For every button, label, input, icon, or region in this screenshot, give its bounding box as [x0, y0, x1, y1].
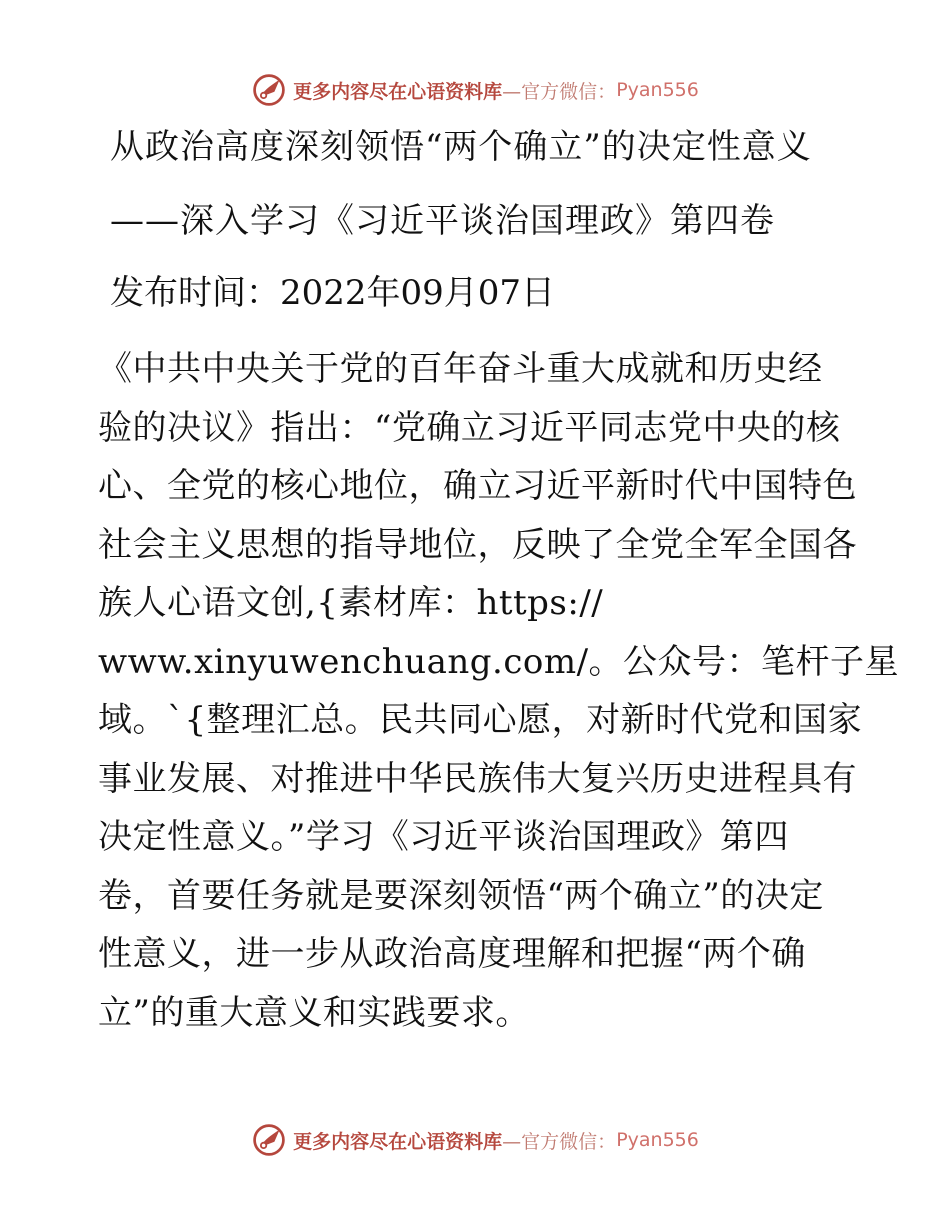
document-subtitle: ——深入学习《习近平谈治国理政》第四卷	[110, 201, 775, 241]
brand-logo-icon	[251, 1122, 287, 1158]
paragraph-line: 卷，首要任务就是要深刻领悟“两个确立”的决定	[98, 875, 824, 916]
watermark-main-text: 更多内容尽在心语资料库	[293, 1130, 503, 1153]
watermark-wechat-id: Pyan556	[616, 1129, 699, 1151]
watermark-main-text: 更多内容尽在心语资料库	[293, 80, 503, 103]
paragraph-line: 性意义，进一步从政治高度理解和把握“两个确	[98, 934, 806, 974]
footer-watermark	[0, 1120, 950, 1160]
paragraph-line: www.xinyuwenchuang.com/。公众号：笔杆子星	[98, 641, 900, 682]
header-watermark	[0, 70, 950, 110]
paragraph-line: 立”的重大意义和实践要求。	[98, 992, 530, 1033]
watermark-wechat-label: —官方微信：	[502, 1130, 617, 1153]
paragraph-line: 事业发展、对推进中华民族伟大复兴历史进程具有	[98, 758, 857, 799]
paragraph-line: 决定性意义。”学习《习近平谈治国理政》第四	[98, 817, 789, 857]
publish-date: 发布时间：2022年09月07日	[110, 273, 556, 313]
paragraph-line: 《中共中央关于党的百年奋斗重大成就和历史经	[98, 349, 823, 389]
paragraph-line: 域。`{整理汇总。民共同心愿，对新时代党和国家	[98, 700, 863, 740]
document-title: 从政治高度深刻领悟“两个确立”的决定性意义	[110, 127, 812, 167]
watermark-wechat-label: —官方微信：	[502, 80, 617, 103]
paragraph-line: 社会主义思想的指导地位，反映了全党全军全国各	[98, 524, 857, 565]
body-paragraph	[98, 340, 900, 1042]
paragraph-line: 族人心语文创,{素材库：https://	[98, 583, 604, 623]
brand-logo-icon	[251, 72, 287, 108]
paragraph-line: 心、全党的核心地位，确立习近平新时代中国特色	[98, 466, 857, 506]
watermark-wechat-id: Pyan556	[616, 79, 699, 101]
paragraph-line: 验的决议》指出：“党确立习近平同志党中央的核	[98, 407, 841, 448]
